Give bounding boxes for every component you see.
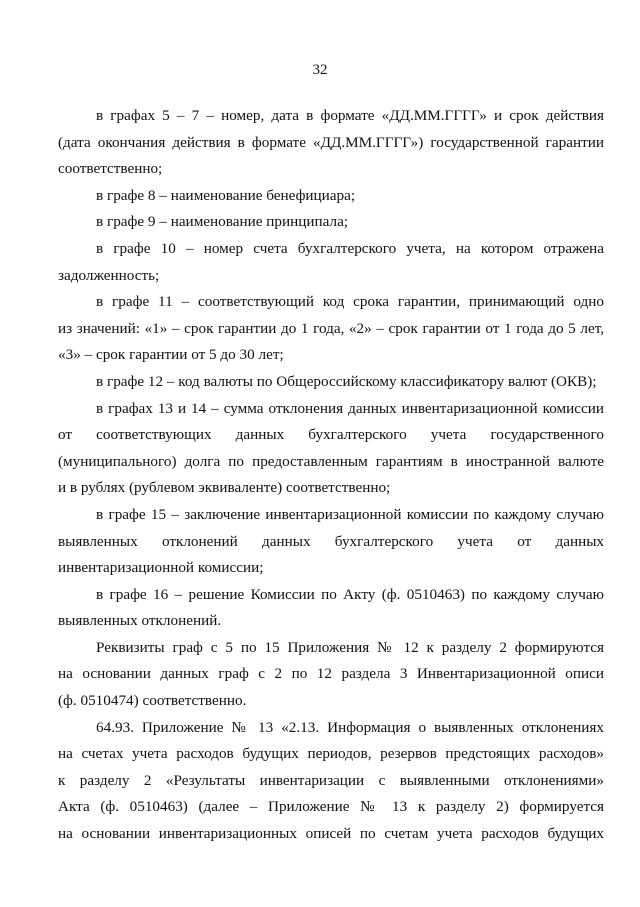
paragraph — [58, 502, 604, 582]
text-line: (ф. 0510474) соответственно. — [58, 692, 247, 710]
text-line: из значений: «1» – срок гарантии до 1 года, «2» – срок гарантии от 1 года до 5 лет, — [58, 319, 604, 337]
text-line: на счетах учета расходов будущих периодов, резервов предстоящих расходов» — [58, 745, 604, 763]
text-line: выявленных отклонений данных бухгалтерского учета от данных — [58, 532, 604, 550]
paragraph — [58, 289, 604, 369]
text-line: задолженность; — [58, 266, 160, 284]
text-line: «3» – срок гарантии от 5 до 30 лет; — [58, 346, 284, 364]
paragraph — [58, 209, 604, 236]
page-number: 32 — [312, 62, 328, 78]
text-line: на основании инвентаризационных описей по счетам учета расходов будущих — [58, 825, 604, 843]
text-line: в графе 11 – соответствующий код срока гарантии, принимающий одно — [96, 293, 604, 311]
text-line: (дата окончания действия в формате «ДД.ММ.ГГГГ») государственной гарантии — [58, 133, 604, 151]
text-line: в графе 12 – код валюты по Общероссийскому классификатору валют (ОКВ); — [96, 372, 597, 390]
text-line: выявленных отклонений. — [58, 612, 222, 630]
text-line: в графах 13 и 14 – сумма отклонения данных инвентаризационной комиссии — [96, 399, 604, 417]
text-line: 64.93. Приложение № 13 «2.13. Информация о выявленных отклонениях — [96, 718, 604, 736]
text-line: и в рублях (рублевом эквиваленте) соответственно; — [58, 479, 391, 497]
text-line: в графе 16 – решение Комиссии по Акту (ф. 0510463) по каждому случаю — [96, 585, 604, 603]
paragraph — [58, 396, 604, 502]
paragraph — [58, 236, 604, 289]
paragraph — [58, 103, 604, 183]
paragraph — [58, 582, 604, 635]
text-line: на основании данных граф с 2 по 12 раздела 3 Инвентаризационной описи — [58, 665, 604, 683]
text-line: в графе 15 – заключение инвентаризационной комиссии по каждому случаю — [96, 505, 604, 523]
text-line: в графе 9 – наименование принципала; — [96, 213, 349, 231]
text-line: Акта (ф. 0510463) (далее – Приложение № 13 к разделу 2) формируется — [58, 798, 604, 816]
paragraph — [58, 715, 604, 848]
document-body — [58, 103, 604, 848]
text-line: в графе 8 – наименование бенефициара; — [96, 186, 356, 204]
text-line: от соответствующих данных бухгалтерского учета государственного — [58, 426, 604, 444]
text-line: в графе 10 – номер счета бухгалтерского учета, на котором отражена — [96, 239, 604, 257]
text-line: в графах 5 – 7 – номер, дата в формате «ДД.ММ.ГГГГ» и срок действия — [96, 107, 604, 124]
text-line: к разделу 2 «Результаты инвентаризации с выявленными отклонениями» — [58, 771, 604, 789]
text-line: соответственно; — [58, 160, 163, 178]
paragraph — [58, 635, 604, 715]
paragraph — [58, 183, 604, 210]
paragraph — [58, 369, 604, 396]
text-line: (муниципального) долга по предоставленным гарантиям в иностранной валюте — [58, 452, 604, 470]
text-line: инвентаризационной комиссии; — [58, 559, 264, 577]
text-line: Реквизиты граф с 5 по 15 Приложения № 12 к разделу 2 формируются — [96, 638, 604, 656]
